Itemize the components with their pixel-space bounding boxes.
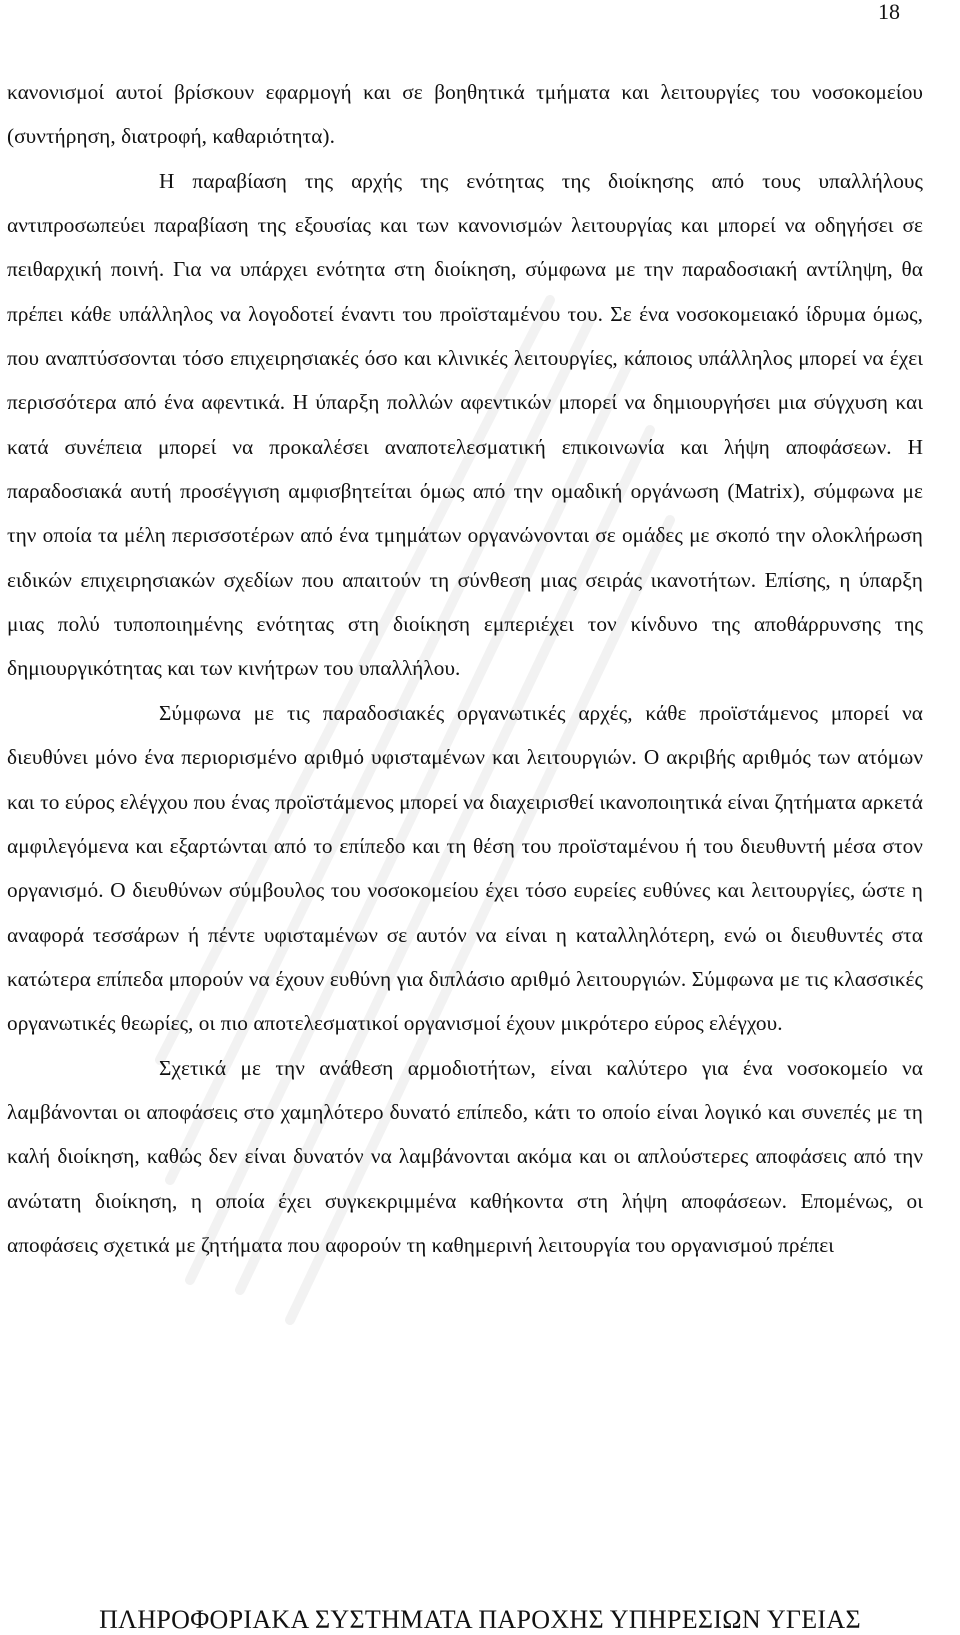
- page-number: 18: [878, 0, 900, 24]
- paragraph-4: Σχετικά με την ανάθεση αρμοδιοτήτων, είναι καλύτερο για ένα νοσοκομείο να λαμβάνονται οι αποφάσεις στο χαμηλότερο δυνατό επίπεδο, κάτι το οποίο είναι λογικό και συνεπές με τη καλή διοίκηση, καθώς δεν είναι δυνατόν να λαμβάνονται ακόμα και οι απλούστερες αποφάσεις από την ανώτατη διοίκηση, η οποία έχει συγκεκριμμένα καθήκοντα στη λήψη αποφάσεων. Επομένως, οι αποφάσεις σχετικά με ζητήματα που αφορούν τη καθημερινή λειτουργία του οργανισμού πρέπει: [7, 1055, 923, 1257]
- paragraph-3: Σύμφωνα με τις παραδοσιακές οργανωτικές αρχές, κάθε προϊστάμενος μπορεί να διευθύνει μόνο ένα περιορισμένο αριθμό υφισταμένων και λειτουργιών. Ο ακριβής αριθμός των ατόμων και το εύρος ελέγχου που ένας προϊστάμενος μπορεί να διαχειρισθεί ικανοποιητικά είναι ζητήματα αρκετά αμφιλεγόμενα και εξαρτώνται από το επίπεδο και τη θέση του προϊσταμένου ή του διευθυντή μέσα στον οργανισμό. Ο διευθύνων σύμβουλος του νοσοκομείου έχει τόσο ευρείες ευθύνες και λειτουργίες, ώστε η αναφορά τεσσάρων ή πέντε υφισταμένων σε αυτόν να είναι η καταλληλότερη, ενώ οι διευθυντές στα κατώτερα επίπεδα μπορούν να έχουν ευθύνη για διπλάσιο αριθμό λειτουργιών. Σύμφωνα με τις κλασσικές οργανωτικές θεωρίες, οι πιο αποτελεσματικοί οργανισμοί έχουν μικρότερο εύρος ελέγχου.: [7, 700, 923, 1036]
- paragraph-1: κανονισμοί αυτοί βρίσκουν εφαρμογή και σε βοηθητικά τμήματα και λειτουργίες του νοσοκομείου (συντήρηση, διατροφή, καθαριότητα).: [7, 80, 923, 149]
- page-footer: ΠΛΗΡΟΦΟΡΙΑΚΑ ΣΥΣΤΗΜΑΤΑ ΠΑΡΟΧΗΣ ΥΠΗΡΕΣΙΩΝ ΥΓΕΙΑΣ: [99, 1605, 861, 1634]
- paragraph-2: Η παραβίαση της αρχής της ενότητας της διοίκησης από τους υπαλλήλους αντιπροσωπεύει παραβίαση της εξουσίας και των κανονισμών λειτουργίας και μπορεί να οδηγήσει σε πειθαρχική ποινή. Για να υπάρχει ενότητα στη διοίκηση, σύμφωνα με την παραδοσιακή αντίληψη, θα πρέπει κάθε υπάλληλος να λογοδοτεί έναντι του προϊσταμένου του. Σε ένα νοσοκομειακό ίδρυμα όμως, που αναπτύσσονται τόσο επιχειρησιακές όσο και κλινικές λειτουργίες, κάποιος υπάλληλος μπορεί να έχει περισσότερα από ένα αφεντικά. Η ύπαρξη πολλών αφεντικών μπορεί να δημιουργήσει μια σύγχυση και κατά συνέπεια μπορεί να προκαλέσει αναποτελεσματική επικοινωνία και λήψη αποφάσεων. Η παραδοσιακά αυτή προσέγγιση αμφισβητείται όμως από την ομαδική οργάνωση (Matrix), σύμφωνα με την οποία τα μέλη περισσοτέρων από ένα τμημάτων οργανώνονται σε ομάδες με σκοπό την ολοκλήρωση ειδικών επιχειρησιακών σχεδίων που απαιτούν τη σύνθεση μιας σειράς ικανοτήτων. Επίσης, η ύπαρξη μιας πολύ τυποποιημένης ενότητας στη διοίκηση εμπεριέχει τον κίνδυνο της αποθάρρυνσης της δημιουργικότητας και των κινήτρων του υπαλλήλου.: [7, 168, 923, 681]
- body-text: [7, 70, 923, 1267]
